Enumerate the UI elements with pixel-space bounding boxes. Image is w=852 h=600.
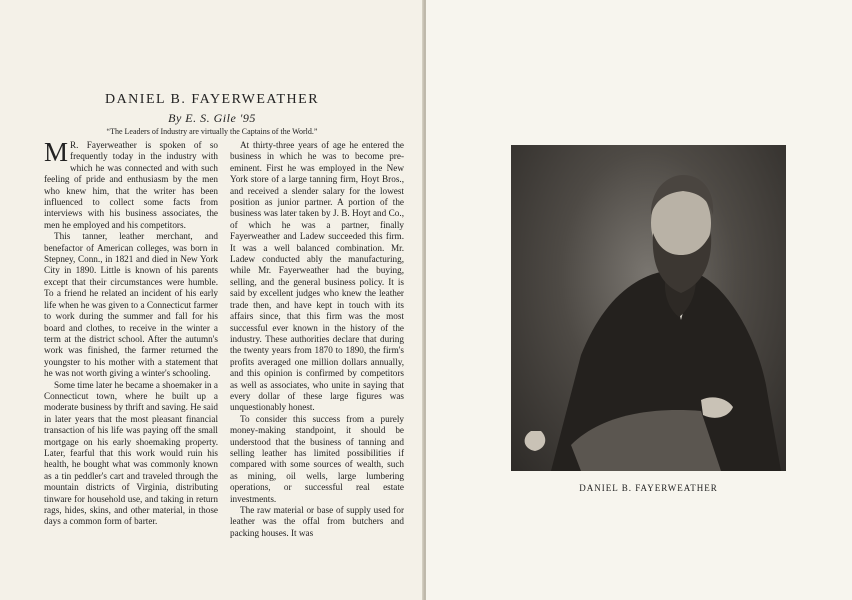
paragraph-3: Some time later he became a shoemaker in a Connecticut town, where he built up a moderate business by thrift and saving. He said in later years that the most pleasant financial transaction of his life was paying off the small mortgage on his early shoemaking property. Later, fearful that this work would ruin his health, he bought what was commonly known as a tin peddler's cart and traveled through the mountain districts of Virginia, distributing tinware for household use, and taking in return rags, hides, skins, and other material, in those days a common form of barter. [44,379,219,527]
article-byline: By E. S. Gile '95 [168,111,256,125]
portrait-figure [511,145,786,471]
paragraph-2: This tanner, leather merchant, and benefactor of American colleges, was born in Stepney, Conn., in 1821 and died in New York City in 1890. Little is known of his parents except that their circumstances were humble. To a friend he related an incident of his early life when he was given to a Connecticut farmer to work during the summer and fall for his board and clothes, to receive in the winter a term at the district school. After the autumn's work was finished, the farmer returned the youngster to his mother with a statement that he was not worth giving a winter's schooling. [44,231,218,379]
left-page [0,0,424,600]
drop-cap: M [44,137,69,167]
paragraph-5: To consider this success from a purely money-making standpoint, it should be understood that the business of tanning and selling leather has limited possibilities if compared with some sources of wealth, such as mining, oil wells, large lumbering operations, or successful real estate investments. [230,413,404,504]
article-column-right [230,140,404,539]
paragraph-6: The raw material or base of supply used for leather was the offal from butchers and packing houses. It was [230,505,404,538]
article-column-left [44,137,219,528]
article-epigraph: “The Leaders of Industry are virtually the Captains of the World.” [106,127,318,136]
paragraph-1 [44,137,218,231]
portrait-caption: DANIEL B. FAYERWEATHER [579,483,718,493]
paragraph-1-text: R. Fayerweather is spoken of so frequently today in the industry with which he was connected and with such feeling of pride and enthusiasm by the men who knew him, that the writer has been influenced to collect some facts from interviews with his business associates, the men he employed and his competitors. [44,140,218,230]
portrait-photo [511,145,786,471]
article-title: DANIEL B. FAYERWEATHER [104,92,320,107]
paragraph-4: At thirty-three years of age he entered the business in which he was to become pre-eminent. First he was employed in the New York store of a large tanning firm, Hoyt Bros., and received a slender salary for the lowest position as junior partner. A portion of the business was later taken by J. B. Hoyt and Co., of which he was a partner, finally Fayerweather and Ladew succeeded this firm. It was a well balanced combination. Mr. Ladew conducted ably the manufacturing, while Mr. Fayerweather had the buying, selling, and the general business policy. It is said by excellent judges who knew the leather trade then, and have kept in touch with its affairs since, that this firm was the most successful ever known in the history of the industry. These authorities declare that during the twenty years from 1870 to 1890, the firm's profits averaged one million dollars annually, and this opinion is confirmed by competitors as well as associates, who unite in saying that every dollar of these large figures was unquestionably honest. [230,140,404,413]
